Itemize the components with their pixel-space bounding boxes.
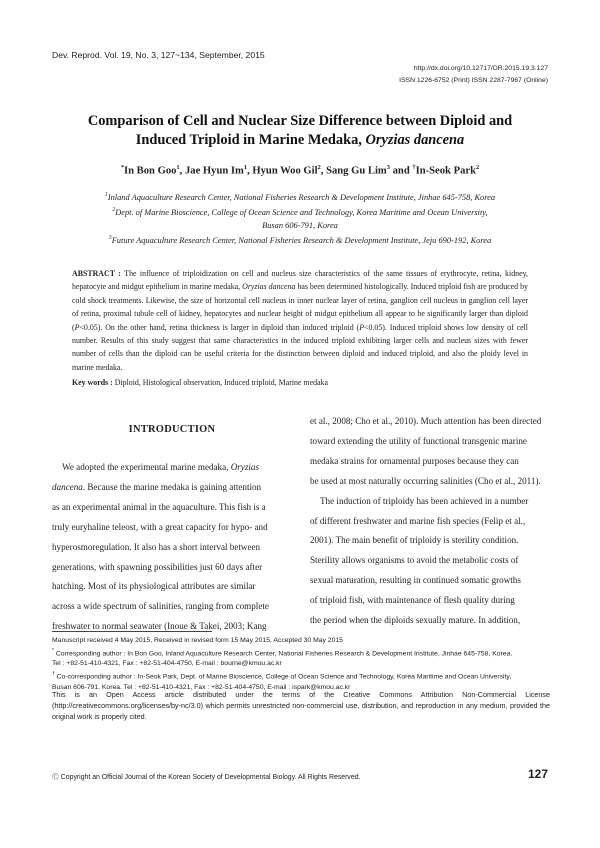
- journal-reference: Dev. Reprod. Vol. 19, No. 3, 127~134, September, 2015: [52, 50, 265, 60]
- affiliation-text: Future Aquaculture Research Center, National Fisheries Research & Development Institute, Jeju 690-192, Korea: [111, 235, 492, 245]
- license-statement: This is an Open Access article distributed under the terms of the Creative Commons Attribution Non-Commercial License (http://creativecommons.org/licenses/by-nc/3.0) which permits unrestricted non-commercial use, distribution, and reproduction in any medium, provided the original work is properly cited.: [52, 690, 550, 722]
- intro-right-line: The induction of triploidy has been achieved in a number: [320, 495, 529, 506]
- abstract-species: Oryzias dancena: [242, 282, 296, 292]
- title-line-2-text: Induced Triploid in Marine Medaka,: [135, 132, 366, 148]
- author-mark: *: [120, 164, 125, 171]
- page-number: 127: [527, 767, 548, 781]
- keywords-label: Key words :: [72, 378, 115, 387]
- abstract: [72, 267, 528, 374]
- intro-left-line: [52, 478, 292, 498]
- title-line-2: [60, 131, 540, 150]
- author-name: Jae Hyun Im: [184, 165, 244, 177]
- copyright-notice: Ⓒ Copyright an Official Journal of the Korean Society of Developmental Biology. All Rights Reserved.: [52, 774, 361, 781]
- affiliation-number: 1: [104, 192, 108, 198]
- intro-left-line: [52, 597, 292, 617]
- abstract-text-1: The influence of triploidization on cell and nucleus size characteristics of the same tissues of erythrocyte, retina, kidney, hepatocyte and midgut epithelium in marine medaka,: [72, 269, 528, 292]
- intro-left-line: [52, 538, 292, 558]
- author-name: In-Seok Park: [415, 165, 476, 177]
- corresponding-author-text: Corresponding author : In Bon Goo, Inland Aquaculture Research Center, National Fisheries Research & Development Institute, Jinhae 645-758, Korea.: [53, 650, 513, 658]
- author-separator: ,: [179, 165, 185, 177]
- intro-right-column: [310, 412, 550, 631]
- affiliation-number: 3: [108, 234, 112, 241]
- author-name: In Bon Goo: [124, 165, 177, 177]
- author-affiliation-number: 1: [243, 164, 248, 171]
- intro-left-line: [52, 458, 292, 478]
- affiliation-number: 2: [112, 206, 116, 213]
- intro-right-line: of different freshwater and marine fish species (Felip et al.,: [310, 515, 526, 526]
- intro-text: . Because the marine medaka is gaining attention: [82, 481, 262, 492]
- footnotes: [52, 636, 550, 693]
- issn-info: ISSN 1226-6752 (Print) ISSN 2287-7967 (Online): [399, 77, 548, 84]
- abstract-text-2: has been determined histologically. Induced triploid fish are produced by cold shock treatments. Likewise, the size of horizontal cell nucleus in inner nuclear layer of retina, ganglion cell nucleus in ganglion cell layer of retina, proximal tubule cell of kidney, hepatocytes and nuclear height of midgut epithelium all appear to be significantly larger than diploid (: [72, 282, 528, 332]
- affiliation-line: [50, 219, 550, 232]
- manuscript-dates: Manuscript received 4 May 2015, Received in revised form 15 May 2015, Accepted 30 May 2015: [52, 637, 343, 644]
- intro-text: across a wide spectrum of salinities, ranging from complete: [52, 601, 269, 612]
- intro-text: generations, with spawning possibilities just 60 days after: [52, 561, 263, 572]
- affiliation-text: Dept. of Marine Bioscience, College of Ocean Science and Technology, Korea Maritime and Ocean University,: [115, 207, 488, 217]
- intro-left-line: [52, 577, 292, 597]
- intro-text: hyperosmoregulation. It also has a short interval between: [52, 541, 261, 552]
- intro-right-line: sexual maturation, resulting in continued somatic growths: [310, 575, 521, 586]
- author-separator: ,: [320, 165, 327, 177]
- intro-right-line: of triploid fish, with maintenance of flesh quality during: [310, 595, 515, 606]
- intro-text: We adopted the experimental marine medaka,: [62, 462, 231, 472]
- intro-right-line: 2001). The main benefit of triploidy is sterility condition.: [310, 535, 519, 546]
- doi-link[interactable]: http://dx.doi.org/10.12717/DR.2015.19.3.127: [413, 65, 548, 72]
- co-corresponding-author-text: Co-corresponding author : In-Seok Park, Dept. of Marine Bioscience, College of Ocean Science and Technology, Korea Maritime and Ocean University,: [54, 673, 512, 681]
- intro-text: freshwater to normal seawater (Inoue & Takei, 2003; Kang: [52, 621, 267, 632]
- intro-right-line: Sterility allows organisms to avoid the metabolic costs of: [310, 555, 519, 566]
- co-corresponding-mark: †: [52, 671, 55, 678]
- intro-right-line: the period when the diploids sexually mature. In addition,: [310, 615, 521, 626]
- abstract-text-4: <0.05). Induced triploid shows low density of cell number. Results of this study suggest that same characteristics in the induced triploid exhibiting larger cells and nucleus sizes with fewer number of cells than the diploid can be useful criteria for the distinction between diploid and induced triploid, and also the ploidy level in marine medaka.: [72, 322, 528, 372]
- author-affiliation-number: 3: [386, 164, 390, 171]
- author-separator: and: [389, 165, 413, 177]
- affiliation-text: Inland Aquaculture Research Center, National Fisheries Research & Development Institute, Jinhae 645-758, Korea: [107, 192, 496, 202]
- author-affiliation-number: 2: [475, 164, 480, 171]
- author-list: [40, 164, 560, 177]
- title-species: Oryzias dancena: [365, 132, 465, 148]
- co-corresponding-author: [52, 669, 550, 682]
- abstract-p-symbol: P: [74, 322, 80, 332]
- intro-right-line: toward extending the utility of functional transgenic marine: [310, 435, 527, 446]
- keywords: [72, 378, 528, 387]
- abstract-label: ABSTRACT :: [72, 269, 125, 278]
- author-name: Sang Gu Lim: [326, 165, 387, 177]
- intro-left-line: [52, 498, 292, 518]
- introduction-heading: INTRODUCTION: [128, 424, 216, 435]
- footnote-divider: [52, 631, 212, 632]
- author-mark: †: [412, 164, 416, 171]
- affiliation-line: [50, 232, 550, 247]
- intro-text: truly euryhaline teleost, with a great capacity for hypo- and: [52, 521, 268, 532]
- intro-species: dancena: [52, 481, 83, 492]
- author-name: Hyun Woo Gil: [252, 165, 318, 177]
- abstract-text-3: <0.05). On the other hand, retina thickness is larger in diploid than induced triploid (: [79, 322, 360, 332]
- author-separator: ,: [247, 165, 253, 177]
- intro-left-line: [52, 518, 292, 538]
- author-affiliation-number: 1: [176, 164, 180, 171]
- intro-right-line: medaka strains for ornamental purposes because they can: [310, 455, 519, 466]
- author-affiliation-number: 2: [317, 164, 321, 171]
- corresponding-author: [52, 646, 550, 659]
- intro-left-line: [52, 617, 292, 637]
- affiliation-text: Busan 606-791, Korea: [262, 220, 338, 230]
- intro-right-line: be used at most naturally occurring salinities (Cho et al., 2011).: [310, 475, 541, 486]
- keywords-text: Diploid, Histological observation, Induced triploid, Marine medaka: [114, 378, 328, 387]
- title-line-1: Comparison of Cell and Nuclear Size Difference between Diploid and: [87, 113, 513, 129]
- intro-text: hatching. Most of its physiological attributes are similar: [52, 581, 256, 592]
- intro-left-line: [52, 558, 292, 578]
- intro-right-line: et al., 2008; Cho et al., 2010). Much attention has been directed: [310, 416, 542, 426]
- affiliation-line: [50, 204, 550, 219]
- affiliation-line: [50, 189, 550, 204]
- corresponding-author-contact: Tel : +82-51-410-4321, Fax : +82-51-404-4750, E-mail : bourne@kmou.ac.kr: [52, 660, 282, 668]
- paper-title: [60, 112, 540, 150]
- abstract-p-symbol-2: P: [359, 322, 365, 332]
- co-corresponding-author-contact: Busan 606-791, Korea. Tel : +82-51-410-4321, Fax : +82-51-404-4750, E-mail : ispark@kmou.ac.kr: [52, 683, 351, 691]
- corresponding-mark: *: [52, 648, 54, 654]
- affiliations: [50, 189, 550, 246]
- intro-text: as an experimental animal in the aquaculture. This fish is a: [52, 501, 266, 512]
- intro-left-column: [52, 458, 292, 637]
- intro-species: Oryzias: [230, 462, 259, 472]
